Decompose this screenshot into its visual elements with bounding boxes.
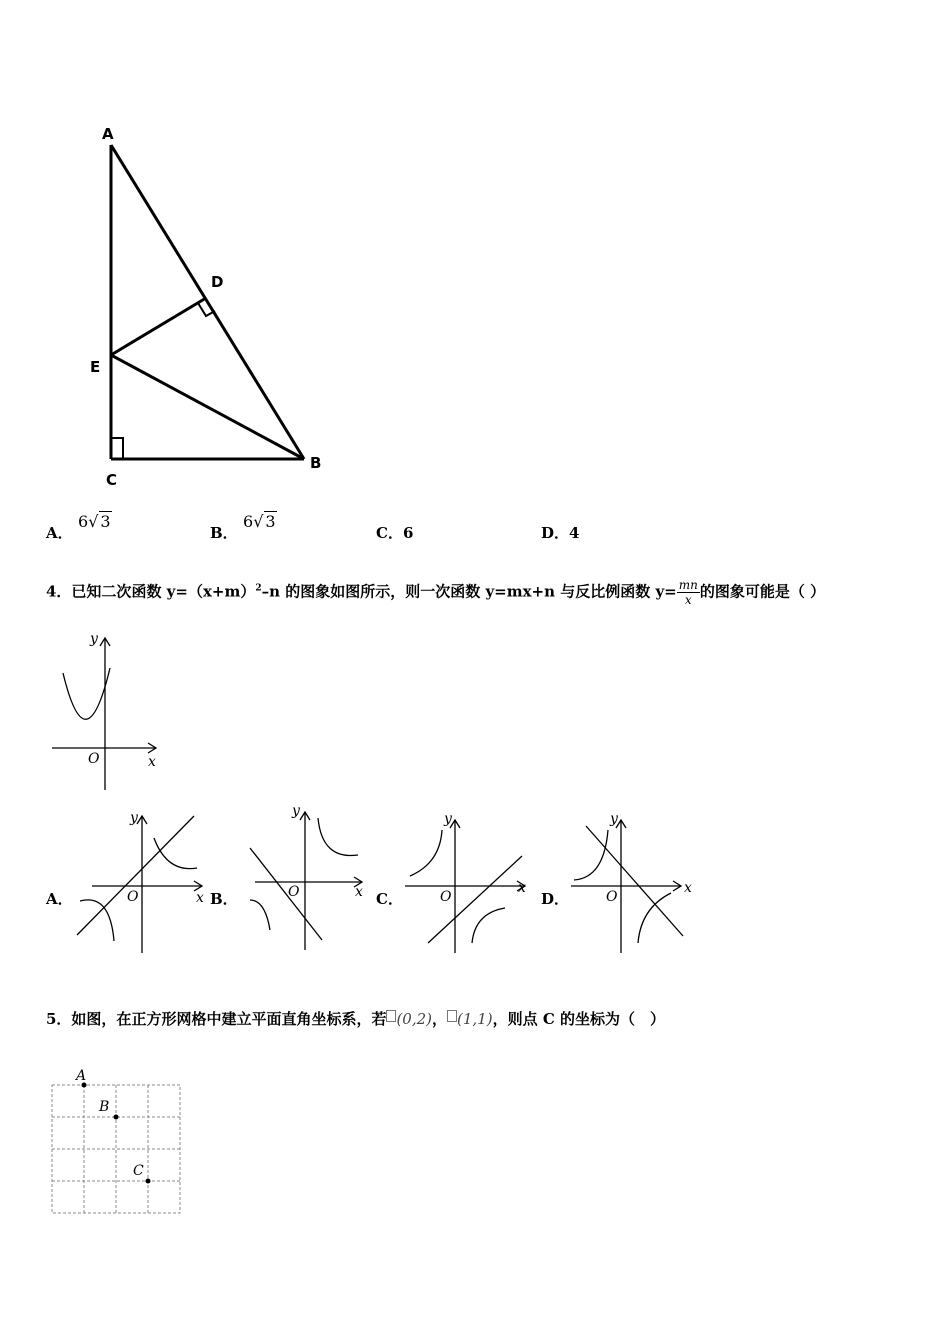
svg-text:O: O xyxy=(127,889,139,905)
svg-text:x: x xyxy=(518,880,526,896)
q4-option-c[interactable]: C． xyxy=(376,890,403,908)
point-label-c: C xyxy=(133,1163,144,1179)
q3-option-d[interactable]: D．4 xyxy=(541,524,580,542)
svg-text:O: O xyxy=(440,889,452,905)
q4-option-b-graph[interactable] xyxy=(240,800,380,955)
missing-glyph-icon xyxy=(447,1010,457,1022)
q4-option-a[interactable]: A． xyxy=(46,890,73,908)
svg-text:O: O xyxy=(288,884,300,900)
svg-text:y: y xyxy=(292,803,300,819)
svg-text:x: x xyxy=(196,890,204,906)
q3-option-b[interactable]: B． xyxy=(210,524,238,542)
q3-option-c[interactable]: C．6 xyxy=(376,524,414,542)
axis-y-label: y xyxy=(90,631,98,647)
svg-text:x: x xyxy=(684,880,692,896)
q5-grid-figure xyxy=(44,1062,189,1222)
q5-question-text: 5．如图，在正方形网格中建立平面直角坐标系，若 (0,2)， (1,1)，则点 C 的坐标为（ ） xyxy=(46,1010,665,1028)
q4-question-text: 4．已知二次函数 $y=(x+m)^2-n$ 的图象如图所示，则一次函数 y=mx+n 与反比例函数 y= $\frac{mn}{x}$ 的图象可能是（ ） xyxy=(46,578,826,607)
point-c xyxy=(146,1179,151,1184)
vertex-label-a: A xyxy=(102,125,114,143)
point-b xyxy=(114,1115,119,1120)
q3-option-a-value: 6√ 3 xyxy=(78,512,111,531)
q4-option-a-graph[interactable] xyxy=(72,808,212,958)
triangle-figure xyxy=(80,115,340,495)
q4-parabola-graph xyxy=(48,628,168,798)
q4-fraction: $\frac{mn}{x}$ xyxy=(678,578,698,607)
svg-text:y: y xyxy=(610,811,618,827)
svg-text:y: y xyxy=(444,811,452,827)
svg-text:x: x xyxy=(355,884,363,900)
q3-option-a[interactable]: A． xyxy=(46,524,73,542)
vertex-label-e: E xyxy=(90,358,101,376)
svg-text:y: y xyxy=(130,810,138,826)
point-label-b: B xyxy=(99,1099,110,1115)
vertex-label-c: C xyxy=(106,471,118,489)
origin-label: O xyxy=(88,751,100,767)
q4-option-c-graph[interactable] xyxy=(400,808,540,958)
vertex-label-b: B xyxy=(310,454,322,472)
point-label-a: A xyxy=(76,1068,87,1084)
q4-option-d-graph[interactable] xyxy=(566,808,706,958)
vertex-label-d: D xyxy=(211,273,224,291)
axis-x-label: x xyxy=(148,754,156,770)
q4-option-d[interactable]: D． xyxy=(541,890,570,908)
missing-glyph-icon xyxy=(386,1010,396,1022)
q3-option-b-value: 6√ 3 xyxy=(243,512,276,531)
q4-option-b[interactable]: B． xyxy=(210,890,238,908)
svg-text:O: O xyxy=(606,889,618,905)
